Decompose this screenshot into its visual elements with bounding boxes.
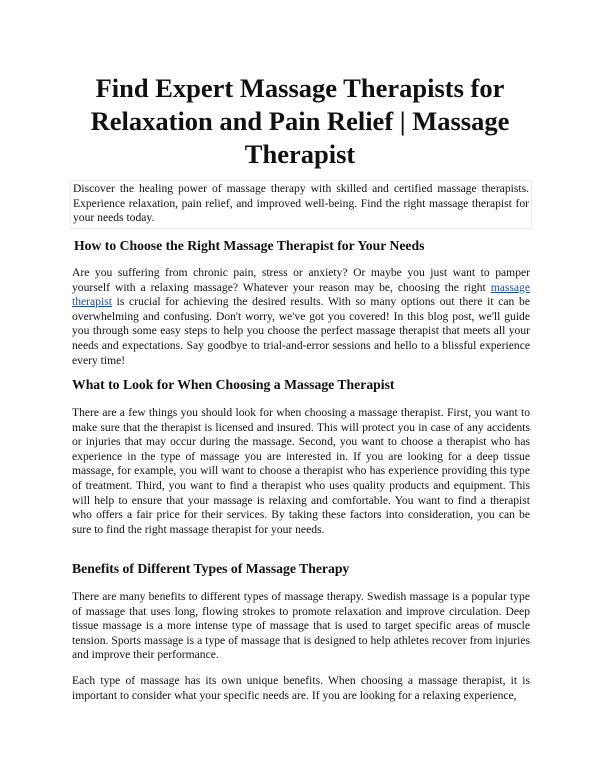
massage-therapist-link[interactable]: massage therapist: [72, 280, 530, 309]
section-heading-what-to-look: What to Look for When Choosing a Massage Therapist: [72, 377, 395, 392]
section-body-choose: [72, 266, 530, 368]
choose-paragraph: [72, 266, 530, 368]
benefits-paragraph-1: There are many benefits to different types of massage therapy. Swedish massage is a popular type of massage that uses long, flowing strokes to promote relaxation and improve circulation. Deep tissue massage is a more intense type of massage that is used to target specific areas of muscle tension. Sports massage is a type of massage that is designed to help athletes recover from injuries and improve their performance.: [72, 590, 530, 662]
section-body-benefits-2: [72, 674, 530, 703]
choose-text-before-link: Are you suffering from chronic pain, stress or anxiety? Or maybe you just want to pamper yourself with a relaxing massage? Whatever your reason may be, choosing the right: [72, 266, 530, 294]
benefits-paragraph-2: Each type of massage has its own unique benefits. When choosing a massage therapist, it is important to consider what your specific needs are. If you are looking for a relaxing experience,: [72, 674, 530, 702]
intro-paragraph: Discover the healing power of massage therapy with skilled and certified massage therapists. Experience relaxation, pain relief, and improved well-being. Find the right massage therapist for your needs today.: [73, 182, 529, 225]
what-to-look-paragraph: There are a few things you should look for when choosing a massage therapist. First, you want to make sure that the therapist is licensed and insured. This will protect you in case of any accidents or injuries that may occur during the massage. Second, you want to choose a therapist who has experience in the type of massage you are interested in. If you are looking for a deep tissue massage, for example, you will want to choose a therapist who has experience providing this type of treatment. Third, you want to find a therapist who uses quality products and equipment. This will help to ensure that your massage is relaxing and comfortable. You want to find a therapist who offers a fair price for their services. By taking these factors into consideration, you can be sure to find the right massage therapist for your needs.: [72, 406, 530, 536]
section-body-benefits: [72, 590, 530, 663]
page-title: Find Expert Massage Therapists for Relaxation and Pain Relief | Massage Therapist: [90, 73, 510, 169]
section-body-what-to-look: [72, 406, 530, 537]
choose-text-after-link: is crucial for achieving the desired results. With so many options out there it can be overwhelming and confusing. Don't worry, we've got you covered! In this blog post, we'll guide you through some easy steps to help you choose the perfect massage therapist that meets all your needs and expectations. Say goodbye to trial-and-error sessions and hello to a blissful experience every time!: [72, 295, 530, 367]
intro-box: [70, 180, 532, 229]
section-heading-choose: How to Choose the Right Massage Therapist for Your Needs: [74, 238, 425, 253]
section-heading-benefits: Benefits of Different Types of Massage Therapy: [72, 561, 350, 576]
